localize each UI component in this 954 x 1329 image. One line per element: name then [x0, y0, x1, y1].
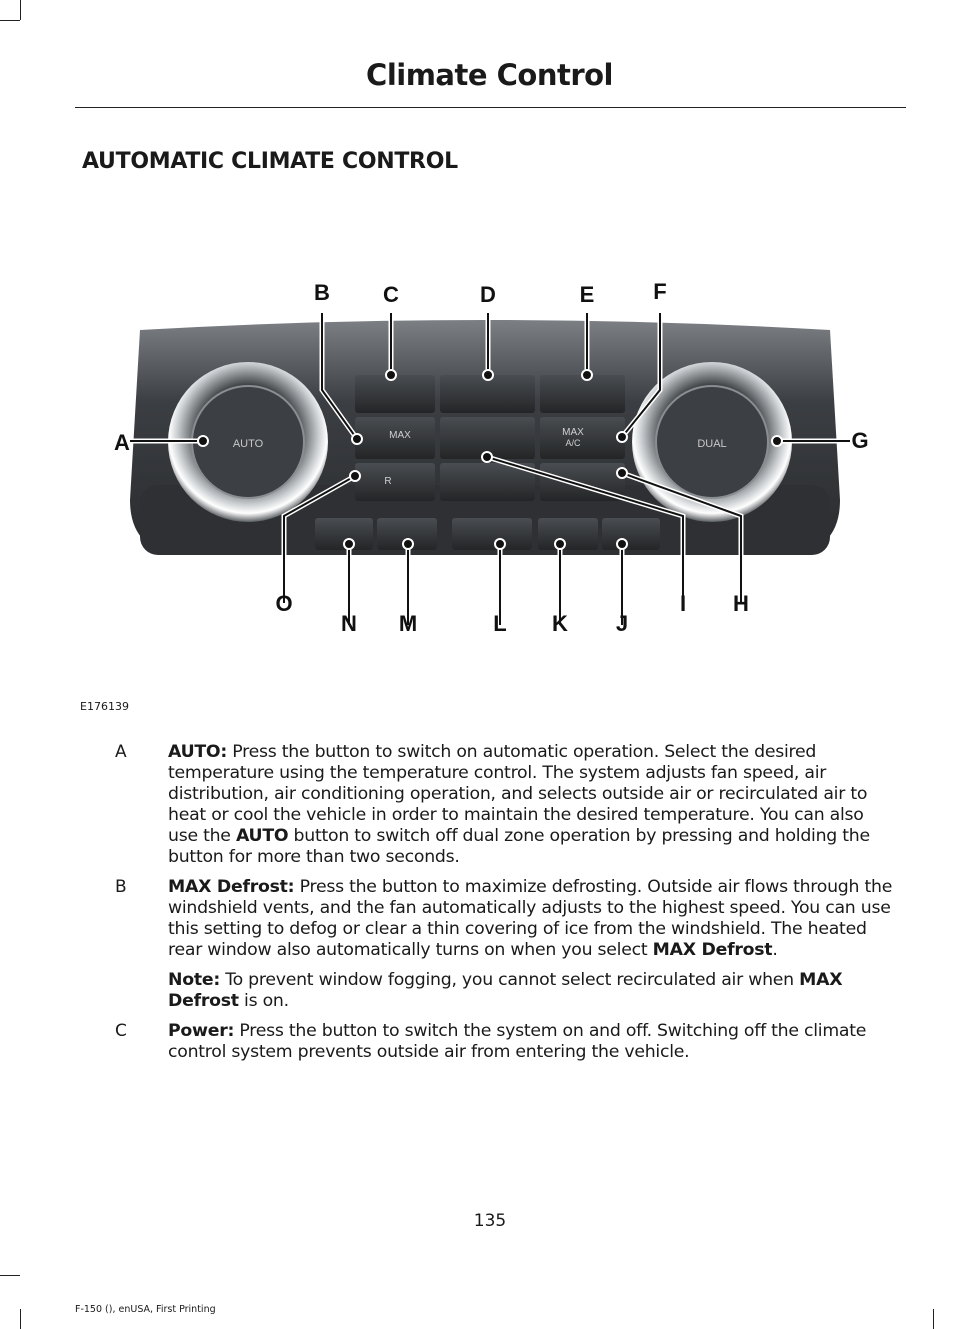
item-term: MAX Defrost: [168, 877, 295, 897]
figure-id: E176139 [80, 700, 129, 713]
callout-b: B [314, 280, 330, 305]
max-ac-label-2: A/C [565, 438, 581, 448]
auto-knob-label: AUTO [232, 438, 264, 450]
list-item-a [0, 742, 954, 868]
max-ac-button [540, 417, 625, 459]
crop-mark [933, 1309, 934, 1329]
callout-j: J [615, 611, 629, 636]
crop-mark [0, 1275, 20, 1276]
note-term: Note: [168, 970, 220, 990]
callout-d: D [480, 282, 496, 307]
recirculate-button [540, 375, 625, 413]
page-number: 135 [473, 1211, 507, 1231]
rear-defrost-button [355, 463, 435, 501]
callout-l: L [493, 611, 507, 636]
description-list [0, 742, 954, 1072]
callout-h: H [733, 591, 749, 616]
item-letter: A [115, 742, 127, 762]
note-text-part: To prevent window fogging, you cannot select recirculated air when [219, 970, 800, 990]
crop-mark [20, 1309, 21, 1329]
item-text [168, 877, 896, 961]
callout-m: M [398, 611, 418, 636]
callout-k: K [552, 611, 568, 636]
item-text [168, 1021, 896, 1063]
climate-control-figure [100, 270, 870, 670]
item-bold-part: AUTO [235, 826, 289, 846]
item-text-part: Press the button to switch on automatic operation. Select the desired temperature using the temperature control. The system adjusts fan speed, air distribution, air conditioning operation, and selects outside air or recirculated air to heat or cool the vehicle in order to maintain the desired temperature. You can also use the [168, 742, 868, 846]
callout-g: G [851, 428, 869, 453]
max-ac-label-1: MAX [562, 427, 584, 438]
item-term: Power: [168, 1021, 235, 1041]
list-item-b [0, 877, 954, 961]
section-heading: AUTOMATIC CLIMATE CONTROL [82, 149, 458, 174]
list-item-c [0, 1021, 954, 1063]
item-text-part: button to switch off dual zone operation by pressing and holding the button for more than two seconds. [168, 826, 870, 867]
item-letter: B [115, 877, 127, 897]
note-text-part: is on. [238, 991, 289, 1011]
right-seat-cool-button [538, 518, 598, 550]
footer: F-150 (), enUSA, First Printing [75, 1304, 216, 1315]
item-bold-part: MAX Defrost [652, 940, 773, 960]
item-text-part: Press the button to switch the system on and off. Switching off the climate control system prevents outside air from entering the vehicle. [168, 1021, 867, 1062]
callout-o: O [275, 591, 293, 616]
item-term: AUTO: [168, 742, 228, 762]
crop-mark [20, 0, 21, 20]
item-text-part: . [772, 940, 778, 960]
callout-c: C [383, 282, 399, 307]
right-seat-heat-button [602, 518, 660, 550]
item-text [168, 742, 896, 868]
callout-f: F [653, 279, 667, 304]
callout-e: E [579, 282, 595, 307]
header-rule [75, 107, 906, 108]
page-header [75, 58, 905, 92]
climate-panel-illustration [100, 270, 870, 670]
power-button [355, 375, 435, 413]
callout-a: A [114, 430, 130, 455]
item-letter: C [115, 1021, 127, 1041]
fan-speed-button [452, 518, 532, 550]
dual-knob-label: DUAL [697, 438, 727, 450]
page-title: Climate Control [366, 58, 613, 92]
max-label: MAX [389, 430, 411, 441]
note-bold-part: MAX Defrost [168, 970, 843, 1011]
crop-mark [0, 20, 20, 21]
callout-i: I [679, 591, 687, 616]
note [168, 970, 896, 1012]
r-label: R [384, 476, 392, 487]
item-text-part: Press the button to maximize defrosting. Outside air flows through the windshield vents, and the fan automatically adjusts to the highest speed. You can use this setting to defog or clear a thin covering of ice from the windshield. The heated rear window also automatically turns on when you select [168, 877, 893, 960]
callout-n: N [341, 611, 357, 636]
